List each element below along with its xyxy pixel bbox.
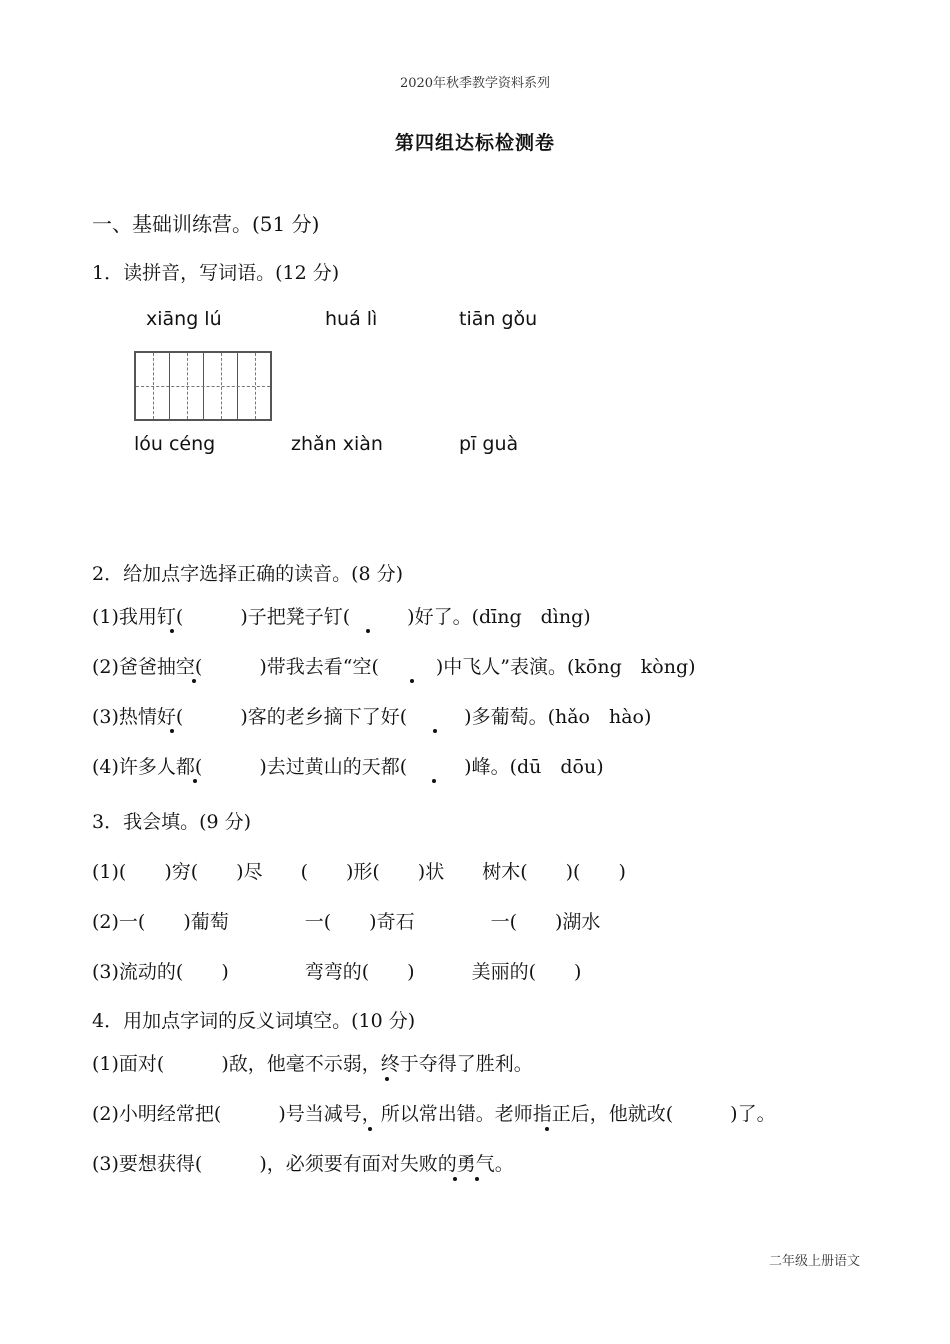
section-heading: 一、基础训练营。(51 分) (92, 212, 320, 236)
emphasis-dot (368, 1127, 372, 1131)
question-3-heading: 3．我会填。(9 分) (92, 811, 252, 833)
emphasis-dot (545, 1127, 549, 1131)
pinyin-pi-gua: pī guà (459, 433, 519, 455)
pinyin-lou-ceng: lóu céng (134, 433, 216, 455)
pinyin-hua-li: huá lì (325, 308, 378, 330)
page-title: 第四组达标检测卷 (394, 132, 555, 154)
emphasis-dot (453, 1177, 457, 1181)
question-4-item-2: (2)小明经常把( )号当减号，所以常出错。老师指正后，他就改( )了。 (92, 1103, 776, 1125)
question-3-item-2: (2)一( )葡萄 一( )奇石 一( )湖水 (92, 911, 601, 933)
emphasis-dot (410, 679, 414, 683)
emphasis-dot (192, 679, 196, 683)
pinyin-xiang-lu: xiāng lú (146, 308, 222, 330)
question-4-heading: 4．用加点字词的反义词填空。(10 分) (92, 1010, 416, 1032)
pinyin-tian-gou: tiān gǒu (459, 308, 538, 330)
question-2-item-2: (2)爸爸抽空( )带我去看“空( )中飞人”表演。(kōng kòng) (92, 656, 696, 678)
pinyin-zhan-xian: zhǎn xiàn (291, 433, 383, 455)
question-3-item-1: (1)( )穷( )尽 ( )形( )状 树木( )( ) (92, 861, 626, 883)
emphasis-dot (193, 779, 197, 783)
emphasis-dot (170, 629, 174, 633)
emphasis-dot (170, 729, 174, 733)
emphasis-dot (475, 1177, 479, 1181)
question-3-item-3: (3)流动的( ) 弯弯的( ) 美丽的( ) (92, 961, 582, 983)
question-2-item-1: (1)我用钉( )子把凳子钉( )好了。(dīng dìng) (92, 606, 591, 628)
page-footer: 二年级上册语文 (768, 1254, 860, 1269)
emphasis-dot (432, 779, 436, 783)
emphasis-dot (433, 729, 437, 733)
question-2-item-3: (3)热情好( )客的老乡摘下了好( )多葡萄。(hǎo hào) (92, 706, 652, 728)
question-2-heading: 2．给加点字选择正确的读音。(8 分) (92, 563, 404, 585)
page-header: 2020年秋季教学资料系列 (399, 76, 551, 91)
question-2-item-4: (4)许多人都( )去过黄山的天都( )峰。(dū dōu) (92, 756, 604, 778)
emphasis-dot (385, 1077, 389, 1081)
emphasis-dot (366, 629, 370, 633)
question-4-item-3: (3)要想获得( )，必须要有面对失败的勇气。 (92, 1153, 514, 1175)
question-4-item-1: (1)面对( )敌，他毫不示弱，终于夺得了胜利。 (92, 1053, 533, 1075)
writing-grid[interactable] (134, 351, 272, 421)
question-1-heading: 1．读拼音，写词语。(12 分) (92, 262, 340, 284)
